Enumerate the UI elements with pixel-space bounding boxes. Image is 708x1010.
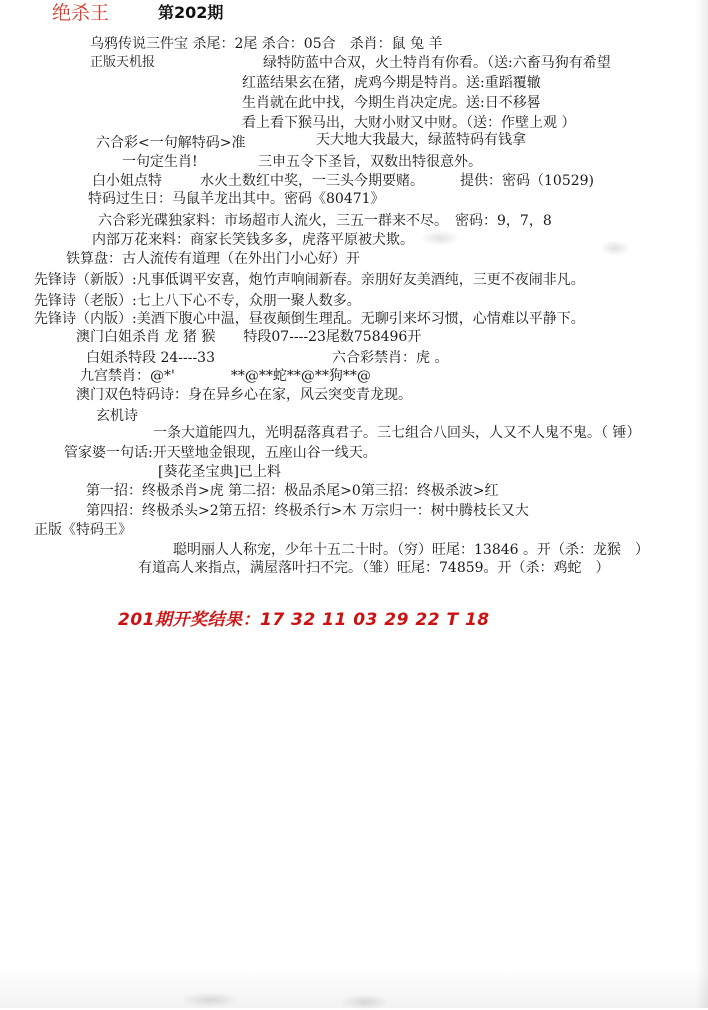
scan-smear [420,230,460,246]
tianji-line-1: 绿特防蓝中合双，火土特肖有你看。（送:六畜马狗有希望 [263,55,611,71]
one-line-text: 天大地大我最大，绿蓝特码有钱拿 [316,132,526,148]
tianji-line-4: 看上看下猴马出，大财小财又中财。（送：作壁上观 ） [242,115,576,131]
baixiaojie-heading: 白小姐点特 [92,173,162,189]
tianji-line-2: 红蓝结果玄在猪，虎鸡今期是特肖。送:重蹈覆辙 [242,75,541,91]
one-line-heading: 六合彩<一句解特码>准 [96,135,246,151]
birthday-line: 特码过生日：马鼠羊龙出其中。密码《80471》 [88,191,385,207]
pioneer-poem-internal: 先锋诗（内版）:美酒下腹心中温，昼夜颠倒生理乱。无聊引来坏习惯，心情难以平静下。 [34,311,585,327]
disc-exclusive-line: 六合彩光碟独家料：市场超市人流火，三五一群来不尽。 密码：9，7，8 [98,213,552,229]
pioneer-poem-old: 先锋诗（老版）:七上八下心不专，众朋一聚人数多。 [34,293,361,309]
mystery-poem-text: 一条大道能四九，光明磊落真君子。三七组合八回头，人又不人鬼不鬼。（ 锤） [153,425,641,441]
baixiaojie-text: 水火土数红中奖，一三头今期要赌。 [200,173,424,189]
macau-kill-line: 澳门白姐杀肖 龙 猪 猴 特段07----23尾数758496开 [76,329,422,345]
nine-palace-line: 九宫禁肖：@*' **@**蛇**@**狗**@ [80,368,371,384]
page-bottom-shadow [0,968,708,1008]
moves-line-2: 第四招：终极杀头>2第五招：终极杀行>木 万宗归一：树中腾枝长又大 [86,503,529,519]
tianji-heading: 正版天机报 [90,55,156,70]
double-color-poem: 澳门双色特码诗：身在异乡心在家，风云突变青龙现。 [76,387,412,403]
provider-code: 提供：密码（10529) [460,173,594,189]
page-edge-shadow [696,0,708,1008]
pioneer-poem-new: 先锋诗（新版）:凡事低调平安喜，炮竹声响闹新春。亲朋好友美酒纯，三更不夜闹非凡。 [34,272,585,288]
housekeeper-line: 管家婆一句话:开天壁地金银现，五座山谷一线天。 [64,445,377,461]
zodiac-heading: 一句定生肖! [122,154,198,170]
page-title: 绝杀王 [52,2,110,24]
kill-segment-line: 白姐杀特段 24----33 [86,350,216,366]
special-code-king-heading: 正版《特码王》 [34,522,132,538]
crow-legend-line: 乌鸦传说三件宝 杀尾：2尾 杀合：05合 杀肖：鼠 兔 羊 [90,36,443,52]
moves-line-1: 第一招：终极杀肖>虎 第二招：极品杀尾>0第三招：终极杀波>红 [86,483,499,499]
king-line-1: 聪明丽人人称宠，少年十五二十时。（穷）旺尾：13846 。开（杀：龙猴 ） [173,542,649,558]
tianji-line-3: 生肖就在此中找，今期生肖决定虎。送:日不移晷 [242,95,541,111]
king-line-2: 有道高人来指点，满屋落叶扫不完。（雏）旺尾：74859。开（杀：鸡蛇 ） [138,560,610,576]
abacus-line: 铁算盘：古人流传有道理（在外出门小心好）开 [66,251,360,267]
forbidden-zodiac: 六合彩禁肖：虎 。 [332,350,449,366]
sunflower-heading: [葵花圣宝典]已上料 [158,464,281,480]
zodiac-text: 三申五令下圣旨，双数出特很意外。 [258,154,482,170]
issue-number: 第202期 [158,3,224,22]
internal-flower-line: 内部万花来料：商家长笑钱多多，虎落平原被犬欺。 [92,232,414,248]
scan-smear [600,240,630,256]
mystery-poem-heading: 玄机诗 [96,408,138,424]
previous-draw-result: 201期开奖结果：17 32 11 03 29 22 T 18 [118,610,490,630]
